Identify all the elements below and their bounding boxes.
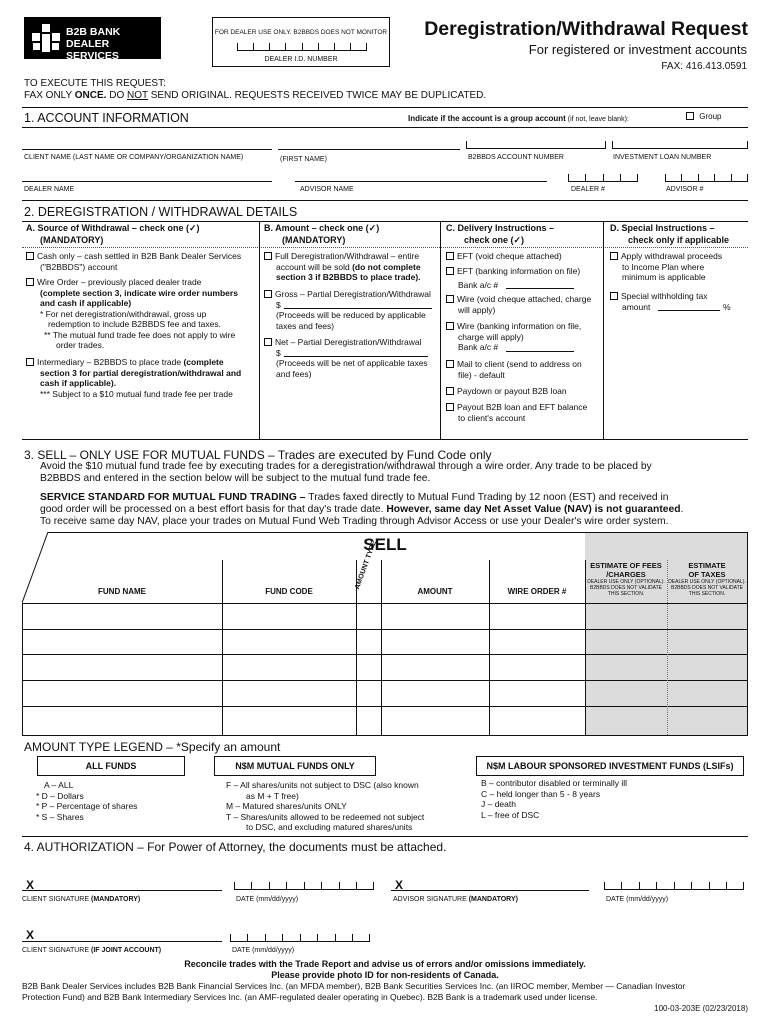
advisor-signature-input[interactable] — [391, 889, 589, 891]
logo — [24, 17, 161, 62]
section-1-title: 1. ACCOUNT INFORMATION — [24, 111, 189, 125]
option-payout-loan-eft[interactable]: Payout B2B loan and EFT balance to client's account — [446, 402, 603, 423]
logo-line2: DEALER SERVICES — [66, 38, 119, 62]
group-checkbox[interactable]: Group — [686, 112, 721, 122]
dealer-box-note: FOR DEALER USE ONLY. B2BBDS DOES NOT MONITOR — [214, 29, 388, 36]
col-wire-order: WIRE ORDER # — [507, 587, 567, 596]
legend-all-funds: ALL FUNDS — [37, 756, 185, 776]
col-d-heading: D. Special Instructions – — [610, 223, 715, 233]
checkbox-icon — [26, 252, 34, 260]
client-date-input[interactable] — [234, 882, 374, 890]
table-row[interactable] — [22, 604, 748, 629]
checkbox-icon — [446, 267, 454, 275]
logo-line1: B2B BANK — [66, 26, 121, 38]
checkbox-icon — [446, 252, 454, 260]
table-row[interactable] — [22, 707, 748, 735]
checkbox-icon — [26, 278, 34, 286]
client-signature-label: CLIENT SIGNATURE (MANDATORY) — [22, 896, 141, 903]
advisor-name-input[interactable] — [295, 180, 547, 182]
joint-signature-input[interactable] — [22, 940, 222, 942]
joint-signature-label: CLIENT SIGNATURE (IF JOINT ACCOUNT) — [22, 947, 162, 954]
option-wire-on-file[interactable]: Wire (banking information on file, charge will apply) Bank a/c # — [446, 321, 603, 353]
instructions-line2: FAX ONLY ONCE. DO NOT SEND ORIGINAL. REQUESTS RECEIVED TWICE MAY BE DUPLICATED. — [24, 90, 487, 101]
option-paydown-loan[interactable]: Paydown or payout B2B loan — [446, 386, 603, 397]
checkbox-icon — [446, 403, 454, 411]
col-estimate-fees: ESTIMATE OF FEES /CHARGES — [590, 561, 662, 579]
dealer-name-label: DEALER NAME — [24, 186, 75, 193]
page-subtitle: For registered or investment accounts — [528, 42, 747, 57]
section-4-title: 4. AUTHORIZATION – For Power of Attorney, the documents must be attached. — [24, 840, 447, 854]
option-special-withholding-tax[interactable]: Special withholding tax amount % — [610, 291, 750, 312]
investment-loan-input[interactable] — [612, 141, 748, 149]
option-gross-partial[interactable]: Gross – Partial Deregistration/Withdrawal $ (Proceeds will be reduced by applicable taxes and fees) — [264, 289, 440, 331]
client-signature-input[interactable] — [22, 889, 222, 891]
b2b-logo-icon — [30, 23, 62, 53]
client-date-label: DATE (mm/dd/yyyy) — [236, 896, 299, 903]
client-name-label: CLIENT NAME (LAST NAME OR COMPANY/ORGANIZATION NAME) — [24, 154, 244, 161]
legend-nsm-list: F – All shares/units not subject to DSC (also known as M + T free) M – Matured shares/units ONLY T – Shares/units allowed to be redeemed not subject to DSC, and excluding matured shares/units — [226, 780, 425, 832]
legend-title: AMOUNT TYPE LEGEND – *Specify an amount — [24, 740, 281, 754]
dealer-id-box — [212, 17, 390, 67]
page-title: Deregistration/Withdrawal Request — [424, 18, 748, 40]
group-account-question: Indicate if the account is a group account (if not, leave blank): — [408, 114, 629, 123]
account-number-input[interactable] — [466, 141, 606, 149]
col-fund-name: FUND NAME — [98, 587, 146, 596]
legend-all-funds-list: A – ALL * D – Dollars * P – Percentage of shares * S – Shares — [36, 780, 138, 822]
advisor-sign-x: X — [395, 878, 404, 892]
dealer-name-input[interactable] — [22, 180, 272, 182]
table-row[interactable] — [22, 655, 748, 680]
option-mail-to-client[interactable]: Mail to client (send to address on file) - default — [446, 359, 603, 380]
advisor-date-label: DATE (mm/dd/yyyy) — [606, 896, 669, 903]
legend-nsm: N$M MUTUAL FUNDS ONLY — [214, 756, 376, 776]
client-sign-x: X — [26, 878, 35, 892]
fax-number: FAX: 416.413.0591 — [661, 61, 747, 72]
option-apply-income-plan[interactable]: Apply withdrawal proceeds to Income Plan where minimum is applicable — [610, 251, 748, 283]
col-estimate-taxes: ESTIMATE OF TAXES — [688, 561, 726, 579]
checkbox-icon — [26, 358, 34, 366]
joint-date-label: DATE (mm/dd/yyyy) — [232, 947, 295, 954]
checkbox-icon — [446, 387, 454, 395]
option-eft-on-file[interactable]: EFT (banking information on file) Bank a/c # — [446, 266, 603, 290]
fees-dealer-note: DEALER USE ONLY (OPTIONAL). B2BBDS DOES NOT VALIDATE THIS SECTION. — [587, 579, 665, 597]
section-2-title: 2. DEREGISTRATION / WITHDRAWAL DETAILS — [24, 205, 298, 219]
form-number: 100-03-203E (02/23/2018) — [654, 1004, 748, 1013]
checkbox-icon — [610, 292, 618, 300]
checkbox-icon — [264, 252, 272, 260]
dealer-id-input[interactable] — [237, 43, 367, 51]
dealer-id-label: DEALER I.D. NUMBER — [264, 56, 338, 63]
checkbox-icon — [446, 322, 454, 330]
sell-title: SELL — [363, 535, 407, 554]
client-name-input[interactable] — [22, 148, 272, 150]
joint-sign-x: X — [26, 928, 35, 942]
col-c-heading: C. Delivery Instructions – — [446, 223, 555, 233]
option-net-partial[interactable]: Net – Partial Deregistration/Withdrawal $ (Proceeds will be net of applicable taxes and fees) — [264, 337, 440, 379]
option-wire-order[interactable]: Wire Order – previously placed dealer trade (complete section 3, indicate wire order numbers and cash if applicable) * For net deregistration/withdrawal, gross up redemption to include B2BBDS fee and taxes. ** The mutual fund trade fee does not apply to wire order trades. — [26, 277, 258, 351]
dealer-number-label: DEALER # — [571, 186, 605, 193]
option-full-deregistration[interactable]: Full Deregistration/Withdrawal – entire account will be sold (do not complete section 3 if B2BBDS to place trade). — [264, 251, 440, 283]
instructions-line1: TO EXECUTE THIS REQUEST: — [24, 78, 166, 89]
checkbox-icon — [264, 290, 272, 298]
investment-loan-label: INVESTMENT LOAN NUMBER — [613, 154, 712, 161]
col-fund-code: FUND CODE — [265, 587, 313, 596]
service-standard: SERVICE STANDARD FOR MUTUAL FUND TRADING – Trades faxed directly to Mutual Fund Trading by 12 noon (EST) and received in good order will be processed on a best effort basis for that day's trade date. However, same day Net Asset Value (NAV) is not guaranteed. To receive same day NAV, place your trades on Mutual Fund Web Trading through Advisor Access or use your Dealer's wire order system. — [40, 492, 684, 527]
footer-photo-id: Please provide photo ID for non-residents of Canada. — [271, 970, 499, 980]
option-eft-void-cheque[interactable]: EFT (void cheque attached) — [446, 251, 603, 262]
option-intermediary[interactable]: Intermediary – B2BBDS to place trade (complete section 3 for partial deregistration/withdrawal and cash if applicable). *** Subject to a $10 mutual fund trade fee per trade — [26, 357, 260, 399]
advisor-name-label: ADVISOR NAME — [300, 186, 354, 193]
col-c-check-one: check one (✓) — [464, 235, 525, 245]
taxes-dealer-note: DEALER USE ONLY (OPTIONAL). B2BBDS DOES NOT VALIDATE THIS SECTION. — [668, 579, 746, 597]
sell-table — [22, 532, 748, 736]
checkbox-icon — [446, 295, 454, 303]
first-name-input[interactable] — [278, 148, 460, 150]
col-a-heading: A. Source of Withdrawal – check one (✓) — [26, 223, 200, 233]
col-a-mandatory: (MANDATORY) — [40, 235, 104, 245]
footer-legal: B2B Bank Dealer Services includes B2B Bank Financial Services Inc. (an MFDA member), B2B Bank Securities Services Inc. (an IIROC member, Member — Canadian Investor Protection Fund) and B2B Bank Intermediary Services Inc. (an AMF-regulated dealer operating in Quebec). B2B Bank is a trademark used under license. — [22, 981, 686, 1002]
col-amount-type: AMOUNT TYPE — [354, 540, 379, 591]
checkbox-icon — [446, 360, 454, 368]
joint-date-input[interactable] — [230, 934, 370, 942]
advisor-number-label: ADVISOR # — [666, 186, 704, 193]
section-3-paragraph-1: Avoid the $10 mutual fund trade fee by executing trades for a deregistration/withdrawal through a wire order. Any trade to be placed by B2BBDS and entered in the section below will be subject to the mutual fund trade fee. — [40, 461, 652, 484]
option-wire-void-cheque[interactable]: Wire (void cheque attached, charge will apply) — [446, 294, 603, 315]
section-3-title: 3. SELL – ONLY USE FOR MUTUAL FUNDS – Trades are executed by Fund Code only — [24, 448, 492, 462]
legend-lsif: N$M LABOUR SPONSORED INVESTMENT FUNDS (LSIFs) — [476, 756, 744, 776]
advisor-signature-label: ADVISOR SIGNATURE (MANDATORY) — [393, 896, 518, 903]
option-cash-only[interactable]: Cash only – cash settled in B2B Bank Dealer Services ("B2BBDS") account — [26, 251, 258, 272]
table-row[interactable] — [22, 681, 748, 706]
col-amount: AMOUNT — [417, 587, 453, 596]
checkbox-icon — [610, 252, 618, 260]
footer-reconcile: Reconcile trades with the Trade Report and advise us of errors and/or omissions immediately. — [184, 959, 586, 969]
advisor-date-input[interactable] — [604, 882, 744, 890]
checkbox-icon — [264, 338, 272, 346]
col-d-check-applicable: check only if applicable — [628, 235, 730, 245]
account-number-label: B2BBDS ACCOUNT NUMBER — [468, 154, 564, 161]
first-name-label: (FIRST NAME) — [280, 156, 327, 163]
col-b-heading: B. Amount – check one (✓) — [264, 223, 380, 233]
dealer-number-input[interactable] — [568, 174, 638, 182]
col-b-mandatory: (MANDATORY) — [282, 235, 346, 245]
legend-lsif-list: B – contributor disabled or terminally ill C – held longer than 5 - 8 years J – death L – free of DSC — [481, 778, 627, 820]
checkbox-icon — [686, 112, 694, 120]
advisor-number-input[interactable] — [665, 174, 748, 182]
table-row[interactable] — [22, 630, 748, 654]
